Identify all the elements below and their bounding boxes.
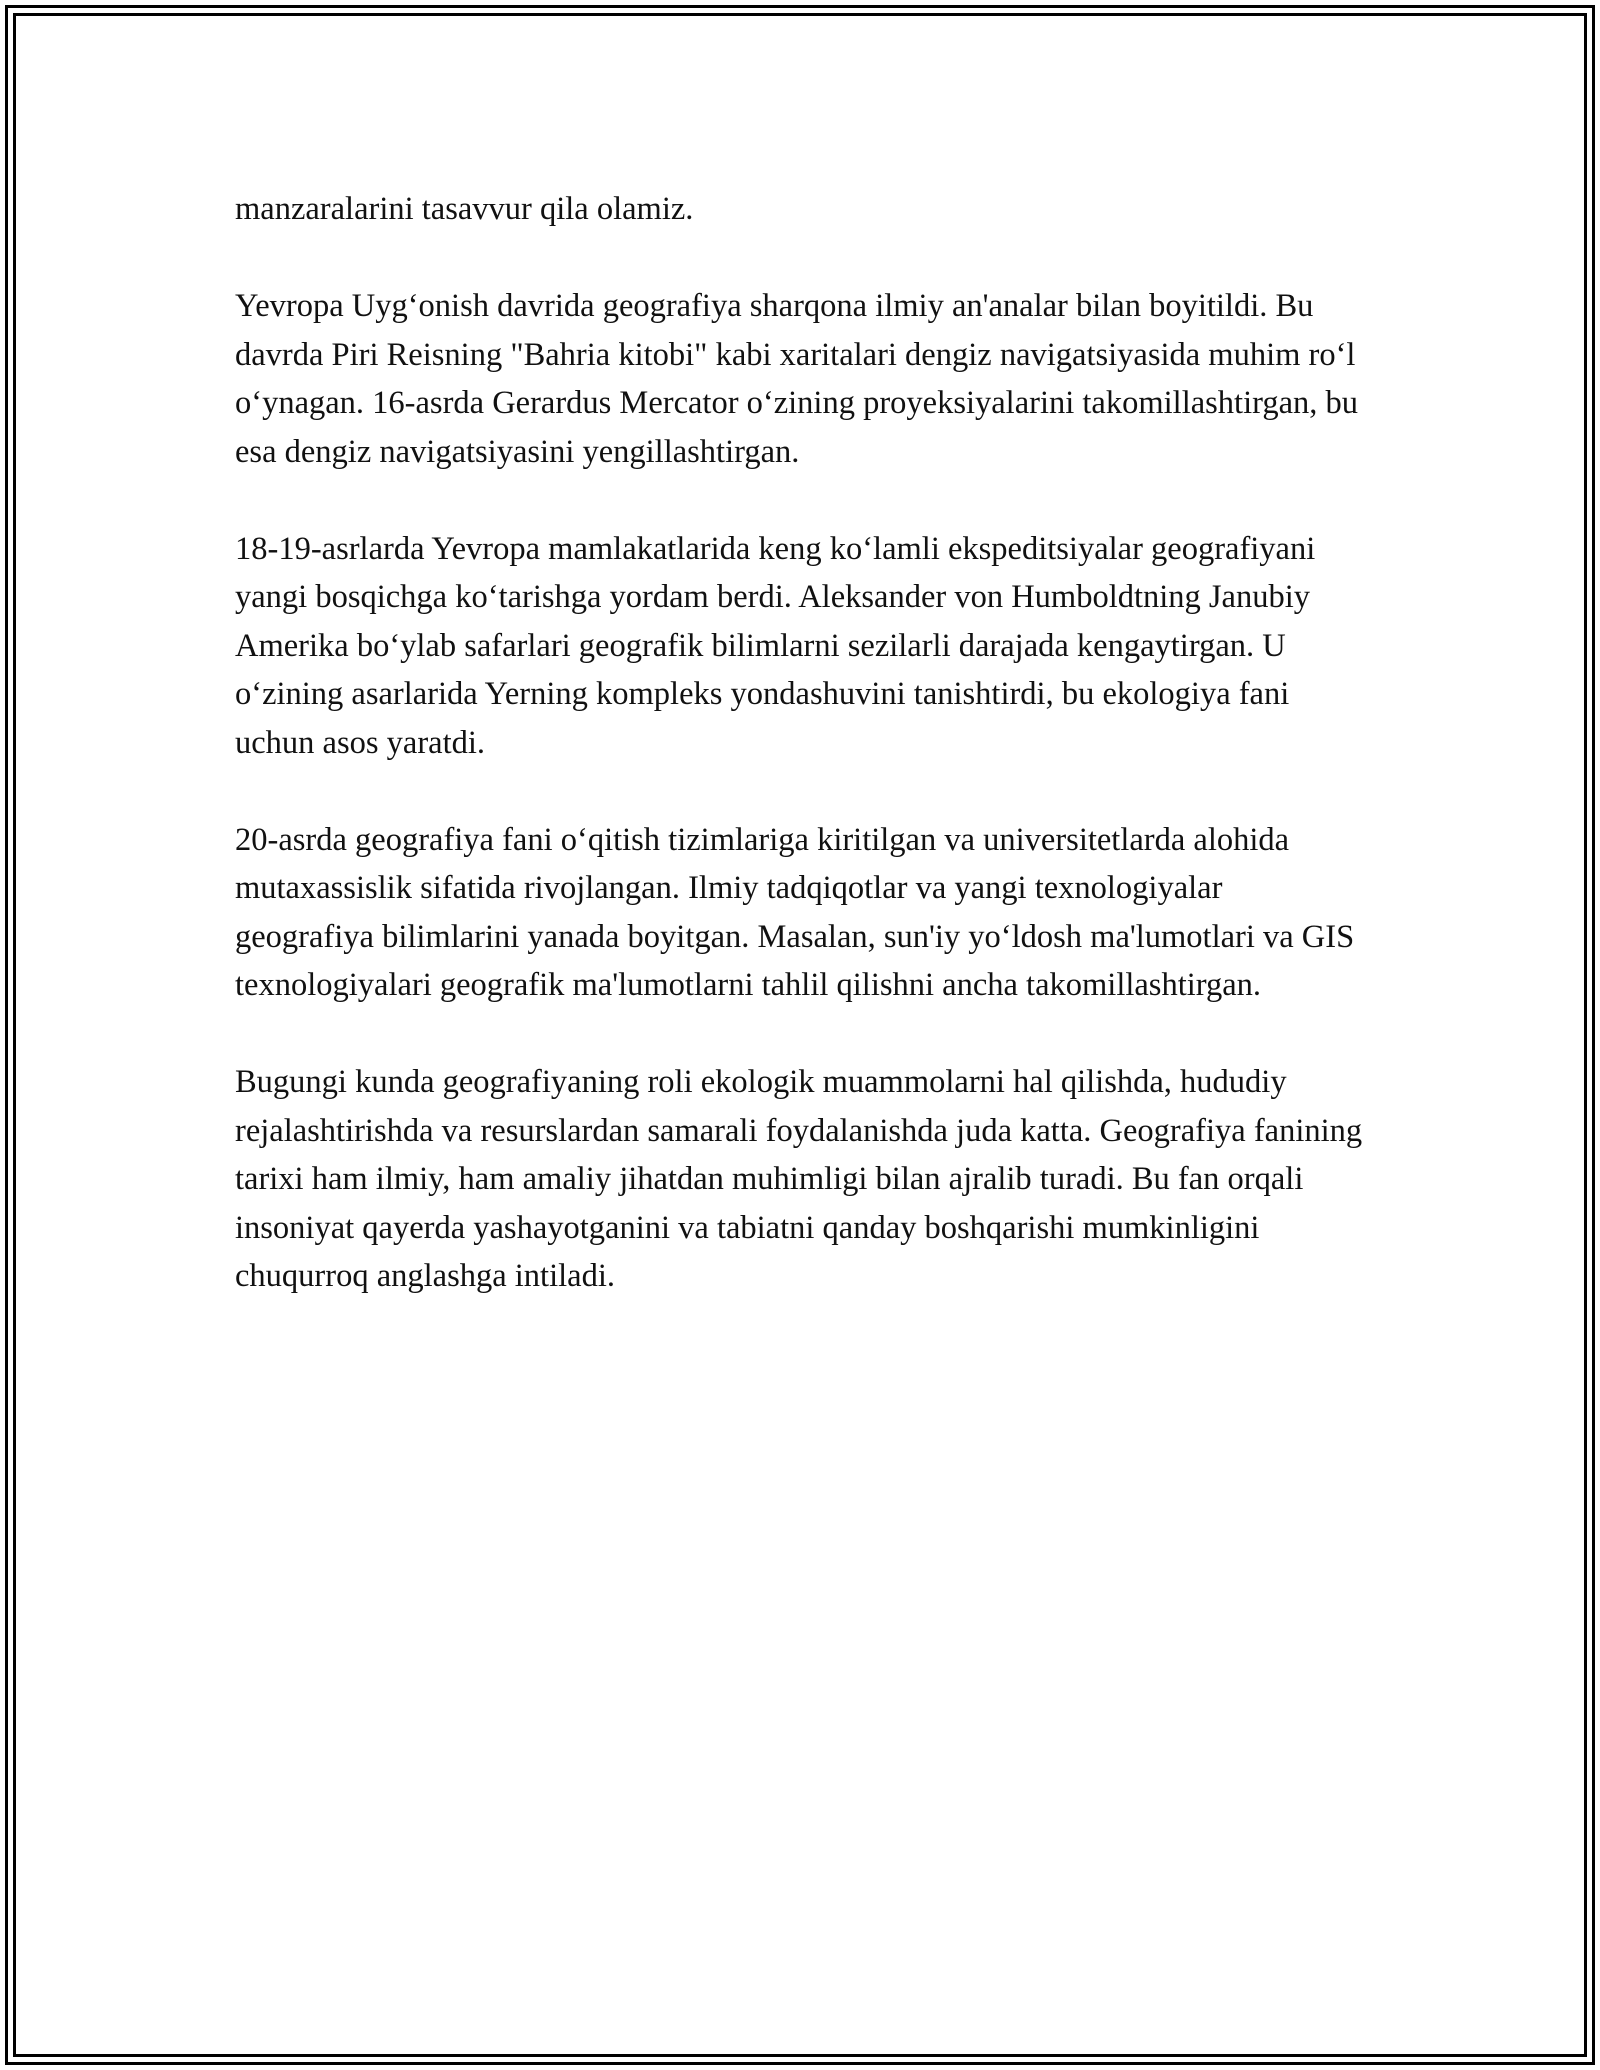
paragraph-expeditions: 18-19-asrlarda Yevropa mamlakatlarida keng ko‘lamli ekspeditsiyalar geografiyani yangi bosqichga ko‘tarishga yordam berdi. Aleksander von Humboldtning Janubiy Amerika bo‘ylab safarlari geografik bilimlarni sezilarli darajada kengaytirgan. U o‘zining asarlarida Yerning kompleks yondashuvini tanishtirdi, bu ekologiya fani uchun asos yaratdi.: [235, 530, 1316, 761]
paragraph-renaissance: Yevropa Uyg‘onish davrida geografiya sharqona ilmiy an'analar bilan boyitildi. Bu davrda Piri Reisning "Bahria kitobi" kabi xaritalari dengiz navigatsiyasida muhim ro‘l o‘ynagan. 16-asrda Gerardus Mercator o‘zining proyeksiyalarini takomillashtirgan, bu esa dengiz navigatsiyasini yengillashtirgan.: [235, 288, 1359, 470]
paragraph-continuation: manzaralarini tasavvur qila olamiz.: [235, 191, 694, 227]
document-body: [235, 185, 1365, 1349]
paragraph-20th-century: 20-asrda geografiya fani o‘qitish tizimlariga kiritilgan va universitetlarda alohida mutaxassislik sifatida rivojlangan. Ilmiy tadqiqotlar va yangi texnologiyalar geografiya bilimlarini yanada boyitgan. Masalan, sun'iy yo‘ldosh ma'lumotlari va GIS texnologiyalari geografik ma'lumotlarni tahlil qilishni ancha takomillashtirgan.: [235, 821, 1355, 1003]
paragraph-today: Bugungi kunda geografiyaning roli ekologik muammolarni hal qilishda, hududiy rejalashtirishda va resurslardan samarali foydalanishda juda katta. Geografiya fanining tarixi ham ilmiy, ham amaliy jihatdan muhimligi bilan ajralib turadi. Bu fan orqali insoniyat qayerda yashayotganini va tabiatni qanday boshqarishi mumkinligini chuqurroq anglashga intiladi.: [235, 1064, 1363, 1294]
